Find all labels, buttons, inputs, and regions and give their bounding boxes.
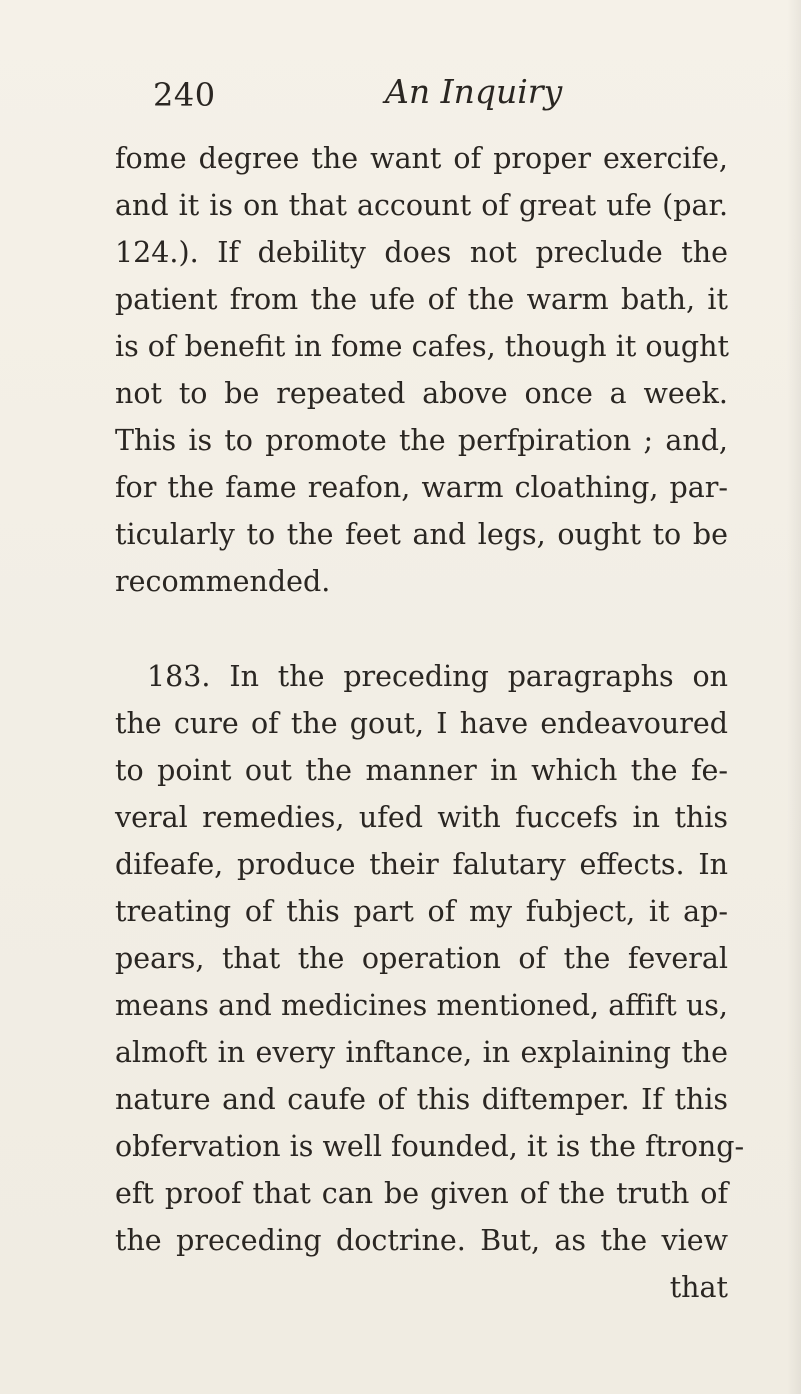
text-line: veral remedies, ufed with fuccefs in this xyxy=(115,801,728,834)
text-line: 183. In the preceding paragraphs on xyxy=(147,660,728,693)
text-line: the cure of the gout, I have endeavoured xyxy=(115,707,728,740)
running-title: An Inquiry xyxy=(385,72,563,111)
text-line: nature and caufe of this diftemper. If this xyxy=(115,1083,728,1116)
page-edge-shadow xyxy=(787,0,801,1394)
paragraph-1 xyxy=(115,135,728,605)
text-line: the preceding doctrine. But, as the view xyxy=(115,1224,728,1257)
catchword: that xyxy=(669,1271,728,1304)
text-line: ticularly to the feet and legs, ought to be xyxy=(115,518,728,551)
page-header xyxy=(153,68,741,118)
text-line: pears, that the operation of the feveral xyxy=(115,942,728,975)
text-line: eft proof that can be given of the truth of xyxy=(115,1177,728,1210)
body-text xyxy=(115,135,745,1311)
paragraph-gap xyxy=(115,605,728,653)
text-line: recommended. xyxy=(115,565,331,598)
text-line: to point out the manner in which the fe- xyxy=(115,754,728,787)
text-line: patient from the ufe of the warm bath, it xyxy=(115,283,728,316)
text-line: not to be repeated above once a week. xyxy=(115,377,728,410)
text-line: for the fame reafon, warm cloathing, par- xyxy=(115,471,728,504)
text-line: obfervation is well founded, it is the ftrong- xyxy=(115,1130,745,1163)
text-line: and it is on that account of great ufe (par. xyxy=(115,189,728,222)
text-line: means and medicines mentioned, affift us, xyxy=(115,989,728,1022)
page-number: 240 xyxy=(153,76,216,114)
text-line: 124.). If debility does not preclude the xyxy=(115,236,728,269)
paragraph-2 xyxy=(115,653,745,1311)
text-line: fome degree the want of proper exercife, xyxy=(115,142,728,175)
text-line: This is to promote the perfpiration ; and, xyxy=(115,424,728,457)
text-line: treating of this part of my fubject, it ap- xyxy=(115,895,728,928)
text-line: almoft in every inftance, in explaining the xyxy=(115,1036,728,1069)
text-line: is of benefit in fome cafes, though it ought xyxy=(115,330,729,363)
text-line: difeafe, produce their falutary effects. In xyxy=(115,848,728,881)
